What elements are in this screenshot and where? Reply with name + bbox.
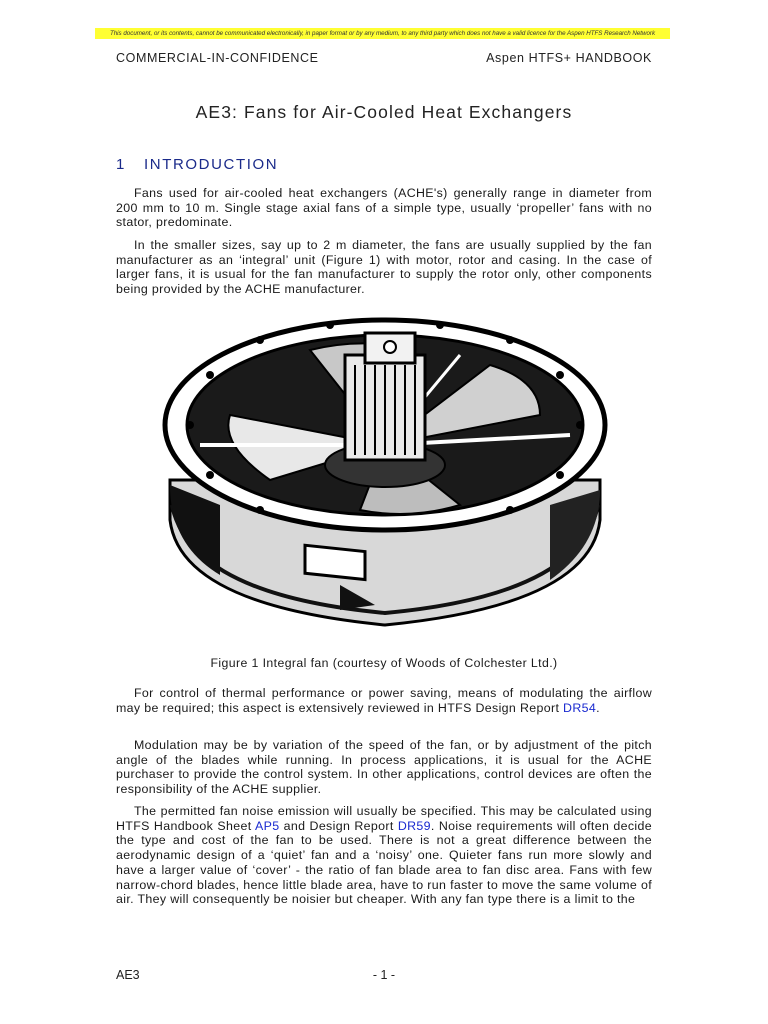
page-title: AE3: Fans for Air-Cooled Heat Exchangers (195, 102, 573, 122)
paragraph-5: The permitted fan noise emission will usually be specified. This may be calculated using HTFS Handbook Sheet AP5 and Design Report DR59. Noise requirements will often decide the type and cost of the fan to be used. There is not a great difference between the aerodynamic design of a ‘quiet’ fan and a ‘noisy’ one. Quieter fans run more slowly and have a larger value of ‘cover’ - the ratio of fan blade area to fan disc area. Fans with few narrow-chord blades, hence little blade area, have to run faster to move the same volume of air. They will consequently be noisier but cheaper. With any fan type there is a limit to the (116, 804, 652, 907)
header-handbook: Aspen HTFS+ HANDBOOK (486, 51, 652, 65)
paragraph-2: In the smaller sizes, say up to 2 m diameter, the fans are usually supplied by the fan manufacturer as an ‘integral’ unit (Figure 1) with motor, rotor and casing. In the case of larger fans, it is usual for the fan manufacturer to supply the rotor only, other components being provided by the ACHE manufacturer. (116, 238, 652, 297)
paragraph-3: For control of thermal performance or power saving, means of modulating the airflow may be required; this aspect is extensively reviewed in HTFS Design Report DR54. (116, 686, 652, 715)
paragraph-4: Modulation may be by variation of the speed of the fan, or by adjustment of the pitch angle of the blades while running. In process applications, it is usual for the ACHE purchaser to provide the control system. In other applications, control devices are often the responsibility of the ACHE supplier. (116, 738, 652, 797)
figure-integral-fan (160, 305, 610, 645)
dr59-link[interactable]: DR59 (397, 818, 431, 833)
paragraph-1: Fans used for air-cooled heat exchangers (ACHE's) generally range in diameter from 200 mm to 10 m. Single stage axial fans of a simple type, usually ‘propeller’ fans with no stator, predominate. (116, 186, 652, 230)
footer-sheet-id: AE3 (116, 968, 140, 982)
section-title: INTRODUCTION (144, 156, 279, 173)
licence-notice: This document, or its contents, cannot be communicated electronically, in paper format or by any medium, to any third party which does not have a valid licence for the Aspen HTFS Research Network (95, 28, 670, 39)
figure-caption: Figure 1 Integral fan (courtesy of Woods of Colchester Ltd.) (210, 656, 558, 670)
header-confidentiality: COMMERCIAL-IN-CONFIDENCE (116, 51, 319, 65)
section-number: 1 (116, 156, 126, 173)
section-heading (116, 156, 278, 173)
page-number: - 1 - (372, 968, 396, 982)
ap5-link[interactable]: AP5 (254, 818, 280, 833)
dr54-link[interactable]: DR54 (563, 700, 597, 715)
